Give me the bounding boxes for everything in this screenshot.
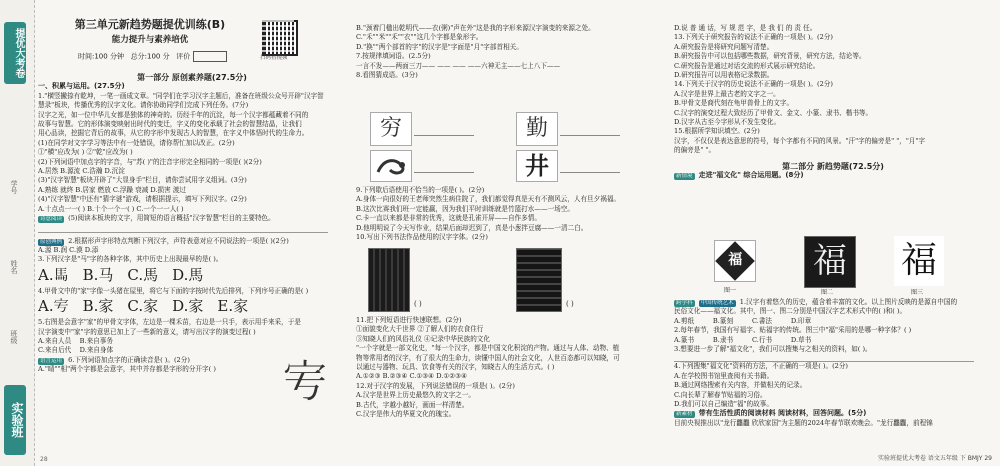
fu-caption-3: 图三 [911,289,924,296]
question-10: 10.写出下列书法作品使用的汉字字体。(2分) [356,233,488,242]
q5-options [38,337,346,346]
fu-q2-option-b[interactable]: B.隶书 [712,335,734,344]
fu-q2-option-c[interactable]: C.行书 [751,335,773,344]
question-line: 慧录"板块，传播优秀的汉字文化。请你协助同学们完成下列任务。(7分) [38,101,249,110]
fu-glyph-3: 福 [900,240,937,282]
q12-option-d[interactable]: D.说 普 通 话，写 规 范 字，是 我 们 的 责 任。 [674,24,817,32]
tag-q6: 语言运用 [40,357,63,364]
q15-text: 的偏旁是" "。 [674,146,716,155]
exam-score: 总分:100 分 [130,52,170,61]
page-subtitle: 能力提升与素养培优 [111,35,189,45]
creative-question [38,214,346,223]
tag-traditional-art: 中国传统艺术 [700,300,734,306]
q3-text: 3.下列汉字是"马"字的各种字体，其中历史上出现最早的是( )。 [38,255,223,264]
fu-caption-1: 图一 [724,287,737,294]
fu-papercut-image [714,240,756,282]
fu-q1-option-c[interactable]: C.書法 [751,316,773,325]
q9-option-c[interactable]: C.卡一直以来都是非常的优秀，这就是孔雀开屏——自作多情。 [356,214,541,223]
q5-options-2 [38,346,346,355]
question-8: 8.看图猜成语。(3分) [356,71,418,80]
page-footer: 实验班提优大考卷 语文五年级 下 BMJY 29 [878,455,992,462]
q4-option-a[interactable]: A.𡧈 [38,297,69,316]
passage-line: 用心品读，挖掘它背后的故事，从它的字形中发现古人的智慧，在字义中体悟时代的生命力。 [38,129,309,138]
q6-option: A."晴""相"两个字都是会意字，其中并存都是字形的分开字( ) [38,365,216,374]
fu-q1-option-b[interactable]: B.篆刻 [712,316,734,325]
q12-option-c[interactable]: C.汉字是伟大的华夏文化的瑰宝。 [356,410,456,419]
q5-text-cont: 汉字演变中"家"字的意思已加上了一些新的意义，请写出汉字的演变过程( ) [38,327,256,336]
passage-line: 故事与智慧。它的形体演变映射出时代的变迁，字义的变化承载了社会的智慧结晶，让我们 [38,120,302,129]
fu-calligraphy-image [804,236,856,288]
q3-option-b[interactable]: B.马 [82,266,114,285]
tag-creative: 诗意阅读 [40,216,63,223]
q3-option-c[interactable]: C.馬 [127,266,159,285]
calligraphy-sample-2 [516,248,562,312]
q11-choice-1: ①面貌变化大千世界 ②了解人们的衣食住行 [356,325,484,334]
fu-seal-image [894,236,944,286]
column-right [674,0,992,466]
idiom-picture-3 [516,112,558,146]
option-line: A.十点点一一( ) B.十个一个一( ) C.一个一一人( ) [38,204,184,213]
fu-question-3: 3.想要进一步了解"福文化"，我们可以搜集与之相关的资料，如( )。 [674,345,872,354]
q14-option-b[interactable]: B.甲骨文是商代刻在龟甲兽骨上的文字。 [674,99,794,108]
q11-passage: "一个字就是一部文化史，"每一个汉字，都是中国文化积淀的产物。通过与人体、动物、植 [356,344,620,353]
page-title: 第三单元新趋势题提优训练(B) [74,18,226,31]
question-2 [38,237,346,246]
part1-heading: 第一部分 原创素养题(27.5分) [137,73,247,82]
q11-choice-2: ③知晓人们的风俗礼仪 ④记录中华民族的文化 [356,334,490,343]
qr-caption: 扫码看视频 [260,55,288,61]
field-label-number: 学号 [10,180,18,194]
q11-options: A.①②③ B.②③④ C.①③④ D.①②③④ [356,372,467,381]
q7-sequence: 一言不发——两面三刀—— —— —— ——六神无主——七上八下—— [356,61,561,70]
q5-option-c[interactable]: C.来自后代 [38,346,72,355]
section3-heading [674,409,992,418]
fu-glyph-2: 福 [813,241,847,282]
fu-q2-option-d[interactable]: D.草书 [790,335,812,344]
q11-passage: 以通过与器物、玩具、饮食等有关的汉字，知晓古人的生活方式。( ) [356,363,555,372]
q13-option-d[interactable]: D.研究报告可以用表格记录数据。 [674,71,774,80]
binding-bottom-band: 实验班 [4,385,26,455]
q3-option-a[interactable]: A.𩡧 [38,266,69,285]
fu-q3-answer-line[interactable] [674,354,974,362]
q14-option-a[interactable]: A.汉字是世界上最古老的文字之一。 [674,89,780,98]
q13-option-b[interactable]: B.研究报告中可以包括哪些数据，研究背景，研究方法，结论等。 [674,52,866,61]
fu-question-4: 4.下列搜集"福文化"资料的方法，不正确的一项是( )。(2分) [674,362,848,371]
binding-top-band: 提优大考卷 [4,22,26,84]
exam-meta [78,51,227,62]
fu-q2-options [674,336,992,345]
field-label-class: 班级 [10,330,18,344]
tag-q2: 原创典例 [40,238,63,245]
fu-q1-text-cont: 民俗文化——福文化。其中，图一、图二分别是中国汉字艺术形式中的( )和( )。 [674,307,907,316]
idiom-picture-4 [516,150,558,182]
q13-option-c[interactable]: C.研究报告是通过对话交流的形式展示研究结论。 [674,61,820,70]
q15-text: 汉字，不仅仅是表达意思的符号，每个字都有不同的风景。"汗"字的偏旁是" "，"月"字 [674,136,926,145]
fu-q1-option-a[interactable]: A.剪纸 [674,316,695,325]
fu-q4-option-b[interactable]: B.通过网络搜索有关内容，并做相关的记录。 [674,381,807,390]
q2-options: A.源 B.润 C.漠 D.添 [38,245,99,254]
q4-glyph-row [38,296,346,318]
exam-eval: 评价 [176,52,191,61]
q14-option-c[interactable]: C.汉字的演变过程大致经历了甲骨文、金文、小篆、隶书、楷书等。 [674,108,873,117]
idiom-glyph-3: 勤 [525,116,548,142]
calligraphy-answer-1[interactable]: ( ) [414,300,422,308]
fu-q2-option-a[interactable]: A.篆书 [674,335,695,344]
question-line: 1."横竖撇捺有乾坤，一笔一画成文章。"同学们在学习汉字主题后，准备在班级公众号开辟"汉字智 [38,91,324,100]
q12-option-a[interactable]: A.汉字是世界上历史最悠久的文字之一。 [356,391,475,400]
fu-q4-option-a[interactable]: A.在学校图书馆里查阅有关书籍。 [674,371,774,380]
tag-cross-subject: 跨学科 [676,300,693,306]
text-line: D."换""两个部首的字"的汉字是"字面是"月"字部首相关。 [356,42,523,51]
q5-option-b[interactable]: B.来自事务 [79,336,113,345]
fu-question-2: 2.每年春节，我国有写福字、贴福字的传统。图三中"福"采用的是哪一种字体？( ) [674,326,912,335]
question-line: (4)"汉字智慧"中还有"猜字谜"游戏，请根据提示，填写下列汉字。(2分) [38,195,247,204]
q9-option-d[interactable]: D.他明明说了今天写作业，结果后面却迟到了，真是小葱拌豆腐——一清二白。 [356,223,588,232]
question-12: 12.对于汉字的发展，下列说法错误的一项是( )。(2分) [356,381,515,390]
question-line: (3)"汉字智慧"板块开辟了"大显身手"栏目，请你尝试用字义组词。(3分) [38,176,247,185]
idiom-glyph-1: 穷 [379,116,402,142]
calligraphy-answer-2[interactable]: ( ) [566,300,574,308]
idiom-answer-4[interactable] [560,172,620,173]
q9-option-b[interactable]: B.这次比赛我们班一定能赢，因为我们平时训练就是竹篮打水——一场空。 [356,204,574,213]
snake-icon [374,154,408,178]
idiom-answer-1[interactable] [414,135,474,136]
q3-option-d[interactable]: D.馬 [172,266,204,285]
q4-option-d[interactable]: D.家 [172,297,204,316]
idiom-picture-2 [370,150,412,182]
fu-q4-option-d[interactable]: D.我们可以自己编造"福"的故事。 [674,400,773,409]
idiom-answer-3[interactable] [560,135,620,136]
q3-glyph-row [38,265,346,287]
creative-text: (5)阅读本板块的文字，用简短的语言概括"汉字智慧"栏目的主要特色。 [68,214,275,223]
question-11: 11.把下列短语进行快速联想。(2分) [356,316,462,324]
idiom-glyph-4: 井 [525,151,549,181]
q4-option-e[interactable]: E.家 [217,297,249,316]
idiom-picture-1 [370,112,412,146]
qr-code-pattern [262,20,294,52]
q9-option-a[interactable]: A.身体一向很好的王老师突然生病住院了，我们都觉得真是天有不测风云，人有旦夕祸福。 [356,195,621,204]
text-line: B."颈着门楹出乾明代——衣(粥)"声在外"这是我的字形来源汉字演变的来源之处。 [356,24,595,32]
column-left [38,0,346,466]
q5-text: 5.右图是会意字"家"的甲骨文字体，左边是一棵禾苗，右边是一只手，表示用手来采，于是 [38,318,301,327]
tag-new-material: 新素材 [676,411,693,418]
left-page-number: 28 [40,456,48,463]
field-label-name: 姓名 [10,260,18,274]
question-line: (2)下列词语中加点字的字音，与"苏( )"的注音字形完全相同的一项是( )(2分) [38,157,262,166]
binding-strip [0,0,35,466]
q6-text: 6.下列词语加点字的正确读音是( )。(2分) [68,355,190,364]
column-middle [356,0,666,466]
section2-text: 走进"福文化" 综合运用题。(8分) [698,171,804,180]
q4-option-c[interactable]: C.家 [127,297,159,316]
fu-q1-option-d[interactable]: D.印章 [790,316,812,325]
section2-heading [674,171,992,180]
idiom-answer-2[interactable] [414,172,474,173]
q5-option-a[interactable]: A.来自人员 [38,336,72,345]
question-15: 15.根据所学知识填空。(2分) [674,127,760,136]
tag-new-context: 新情境 [676,173,693,180]
question-line: ①"横"应改为( ) ②"乾"应改为( ) [38,148,133,157]
q4-option-b[interactable]: B.家 [82,297,114,316]
section3-text: 带有生活性质的阅读材料 阅读材料，回答问题。(5分) [698,409,867,418]
eval-box[interactable] [193,51,227,62]
option-line: A.居然 B.源流 C.浩瀚 D.沉淀 [38,167,125,176]
question-13: 13.下列关于研究报告的说法不正确的一项是( )。(2分) [674,33,833,42]
q2-text: 2.根据形声字形特点判断下列汉字，声符表意对应不同说法的一项是( )(2分) [68,236,289,245]
q4-text: 4.甲骨文中的"家"字像一头猪在屋里，将它与下面的字按时代先后排列，下列序号正确的是( ) [38,286,309,295]
question-14: 14.下列关于汉字的历史说法不正确的一项是( )。(2分) [674,80,833,89]
question-9: 9.下列歇后语使用不恰当的一项是( )。(2分) [356,186,485,194]
fu-glyph-1: 福 [728,252,742,269]
calligraphy-sample-1 [368,248,410,312]
question-7: 7.按规律填词语。(2.5分) [356,52,431,61]
oracle-bone-glyph: 𡧈 [283,357,327,408]
fu-question-1 [674,298,992,307]
section1-heading: 一、积累与运用。(27.5分) [38,82,125,91]
fu-q1-text: 1.汉字有着悠久的历史，蕴含着丰富的文化。以上图片反映的是源自中国的 [739,298,958,306]
part2-heading: 第二部分 新趋势题(72.5分) [782,161,884,171]
fu-caption-2: 图二 [821,289,834,296]
question-line: (1)在同学对文字学习等法中有一处错误，请你帮忙加以改正。(2分) [38,138,235,147]
q5-option-d[interactable]: D.来自身体 [79,346,114,355]
text-line: C."禾""米""禾""衣""这几个字都是象形字。 [356,33,483,42]
q14-option-d[interactable]: D.汉字从古至今字形从不发生变化。 [674,118,781,127]
option-line: A.熟练 就终 B.居家 燃放 C.浮躁 衰减 D.损害 渡过 [38,185,187,194]
q13-option-a[interactable]: A.研究报告是将研究问题写清楚。 [674,42,774,51]
exam-time: 时间:100 分钟 [78,52,124,61]
fu-q1-options [674,317,992,326]
q11-passage: 物等常用者的汉字，有了很大的生命力，读懂中国人的社会文化，人世百态都可以知晓，可 [356,353,620,362]
passage-line: 汉字之光，如一位中华儿女都是独体的神奇的。历经千年的沉淀，每一个汉字都蕴藏着不同的 [38,110,309,119]
q12-option-b[interactable]: B.古代，字越小越好，画面一样清楚。 [356,400,469,409]
reading-passage-line: 目前央视推出以"龙行龘龘 欣欣家国"为主题的2024年春节联欢晚会。"龙行龘龘，前程锦 [674,418,933,427]
fu-q4-option-c[interactable]: C.向长辈了解春节贴福的习俗。 [674,390,767,399]
answer-line[interactable] [38,224,328,233]
